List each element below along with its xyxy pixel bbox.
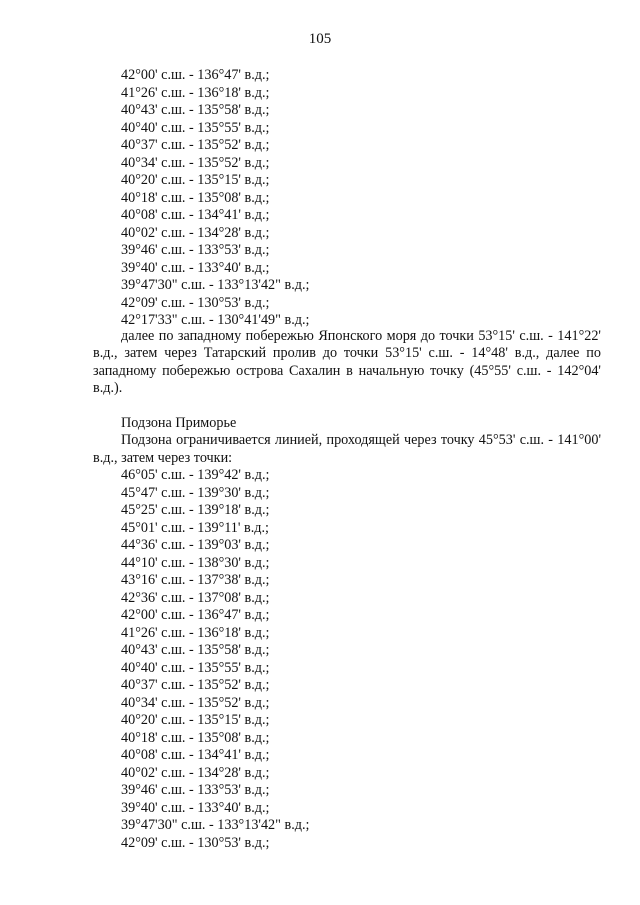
coordinate-line: 43°16' с.ш. - 137°38' в.д.; <box>121 572 270 588</box>
coordinate-list-2 <box>93 467 601 852</box>
coordinate-line: 46°05' с.ш. - 139°42' в.д.; <box>121 467 270 483</box>
coordinate-line: 40°20' с.ш. - 135°15' в.д.; <box>121 172 270 188</box>
coordinate-line: 39°46' с.ш. - 133°53' в.д.; <box>121 782 270 798</box>
coordinate-line: 40°37' с.ш. - 135°52' в.д.; <box>121 137 270 153</box>
coordinate-line: 39°46' с.ш. - 133°53' в.д.; <box>121 242 270 258</box>
coordinate-line: 42°09' с.ш. - 130°53' в.д.; <box>121 294 270 311</box>
coordinate-line: 40°20' с.ш. - 135°15' в.д.; <box>121 712 270 728</box>
coordinate-line: 40°34' с.ш. - 135°52' в.д.; <box>121 694 270 711</box>
coordinate-line: 40°43' с.ш. - 135°58' в.д.; <box>121 642 270 658</box>
coordinate-line: 41°26' с.ш. - 136°18' в.д.; <box>121 624 270 641</box>
coordinate-line: 40°02' с.ш. - 134°28' в.д.; <box>121 224 270 241</box>
coordinate-line: 44°36' с.ш. - 139°03' в.д.; <box>121 537 270 553</box>
coordinate-line: 42°36' с.ш. - 137°08' в.д.; <box>121 589 270 606</box>
coordinate-line: 39°40' с.ш. - 133°40' в.д.; <box>121 259 270 276</box>
subzone-intro <box>93 415 601 467</box>
coordinate-line: 45°25' с.ш. - 139°18' в.д.; <box>121 502 270 518</box>
coordinate-line: 45°01' с.ш. - 139°11' в.д.; <box>121 519 269 536</box>
coordinate-line: 40°08' с.ш. - 134°41' в.д.; <box>121 747 270 763</box>
coordinate-list-1 <box>93 67 601 330</box>
coordinate-line: 39°47'30" с.ш. - 133°13'42" в.д.; <box>121 277 310 293</box>
coordinate-line: 42°09' с.ш. - 130°53' в.д.; <box>121 834 270 851</box>
subzone-heading: Подзона Приморье <box>121 415 237 431</box>
coordinate-line: 40°02' с.ш. - 134°28' в.д.; <box>121 764 270 781</box>
coordinate-line: 42°00' с.ш. - 136°47' в.д.; <box>121 67 270 83</box>
coordinate-line: 40°18' с.ш. - 135°08' в.д.; <box>121 189 270 206</box>
coordinate-line: 41°26' с.ш. - 136°18' в.д.; <box>121 84 270 101</box>
coordinate-line: 42°17'33" с.ш. - 130°41'49" в.д.; <box>121 312 310 328</box>
coordinate-line: 40°40' с.ш. - 135°55' в.д.; <box>121 659 270 676</box>
coordinate-line: 39°47'30" с.ш. - 133°13'42" в.д.; <box>121 817 310 833</box>
coordinate-line: 39°40' с.ш. - 133°40' в.д.; <box>121 799 270 816</box>
coordinate-line: 40°18' с.ш. - 135°08' в.д.; <box>121 729 270 746</box>
boundary-description-paragraph <box>93 328 601 398</box>
coordinate-line: 42°00' с.ш. - 136°47' в.д.; <box>121 607 270 623</box>
coordinate-line: 40°34' с.ш. - 135°52' в.д.; <box>121 154 270 171</box>
coordinate-line: 40°08' с.ш. - 134°41' в.д.; <box>121 207 270 223</box>
coordinate-line: 45°47' с.ш. - 139°30' в.д.; <box>121 484 270 501</box>
coordinate-line: 40°37' с.ш. - 135°52' в.д.; <box>121 677 270 693</box>
subzone-description: Подзона ограничивается линией, проходящей через точку 45°53' с.ш. - 141°00' в.д., затем через точки: <box>93 432 601 466</box>
coordinate-line: 40°40' с.ш. - 135°55' в.д.; <box>121 119 270 136</box>
coordinate-line: 40°43' с.ш. - 135°58' в.д.; <box>121 102 270 118</box>
coordinate-line: 44°10' с.ш. - 138°30' в.д.; <box>121 554 270 571</box>
paragraph-text: далее по западному побережью Японского моря до точки 53°15' с.ш. - 141°22' в.д., затем через Татарский пролив до точки 53°15' с.ш. - 14°48' в.д., далее по западному побережью острова Сахалин в начальную точку (45°55' с.ш. - 142°04' в.д.). <box>93 328 601 397</box>
page-number: 105 <box>308 31 332 47</box>
